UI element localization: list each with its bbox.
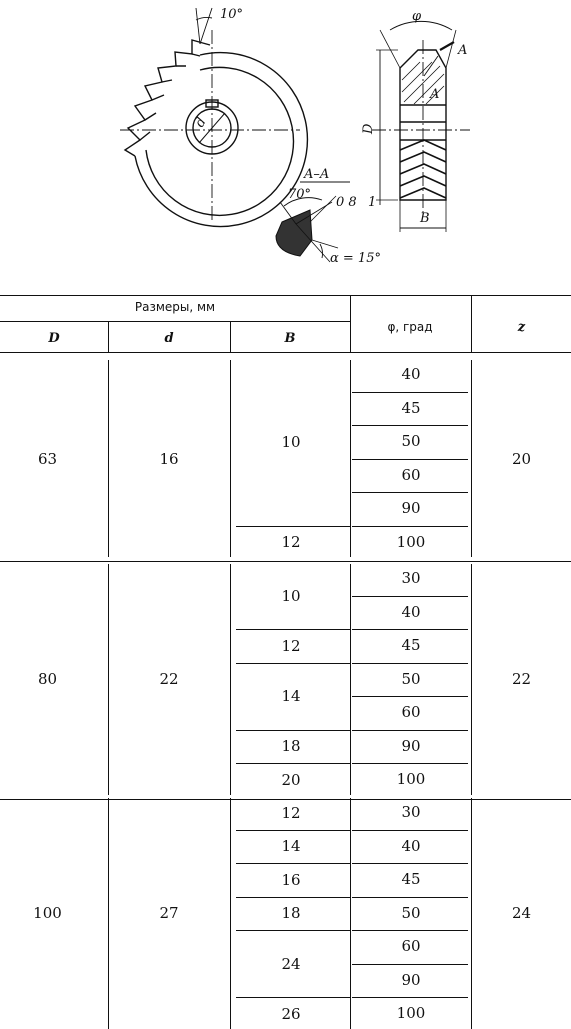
section-mark-inner-label: A bbox=[430, 87, 440, 102]
phi-row-rule bbox=[352, 997, 468, 998]
alpha-label: α = 15° bbox=[330, 251, 381, 266]
cell-phi: 60 bbox=[401, 937, 421, 955]
b-row-rule bbox=[236, 663, 350, 664]
cell-D: 80 bbox=[37, 670, 58, 689]
phi-row-rule bbox=[352, 459, 468, 460]
cell-phi: 50 bbox=[401, 669, 421, 688]
cell-z: 22 bbox=[511, 670, 532, 689]
cell-B: 10 bbox=[281, 432, 301, 451]
phi-row-rule bbox=[352, 863, 468, 864]
cutter-drawing bbox=[0, 0, 571, 290]
phi-row-rule bbox=[352, 763, 468, 764]
cell-z: 24 bbox=[511, 904, 532, 923]
cell-phi: 100 bbox=[396, 1004, 426, 1022]
cell-B: 20 bbox=[281, 770, 301, 789]
col-rule bbox=[230, 360, 231, 557]
col-rule bbox=[471, 564, 472, 795]
cell-phi: 100 bbox=[396, 532, 426, 551]
col-rule bbox=[108, 564, 109, 795]
cell-B: 12 bbox=[281, 533, 301, 552]
cell-B: 16 bbox=[281, 870, 301, 889]
cell-B: 26 bbox=[281, 1004, 301, 1023]
b-row-rule bbox=[236, 863, 350, 864]
col-B-header: B bbox=[284, 331, 296, 346]
phi-row-rule bbox=[352, 392, 468, 393]
b-row-rule bbox=[236, 526, 350, 527]
section-title: A–A bbox=[304, 167, 330, 182]
cell-phi: 60 bbox=[401, 465, 421, 484]
header-group-label: Размеры, мм bbox=[134, 300, 216, 314]
cutter-side-view bbox=[372, 21, 470, 232]
cell-d: 22 bbox=[159, 670, 179, 689]
phi-row-rule bbox=[352, 730, 468, 731]
cell-phi: 60 bbox=[401, 703, 421, 721]
dim-D-label: D bbox=[361, 123, 376, 134]
col-rule bbox=[471, 360, 472, 557]
cell-d: 16 bbox=[159, 449, 179, 468]
cell-B: 18 bbox=[281, 737, 301, 756]
col-D-header: D bbox=[48, 331, 60, 346]
group-rule bbox=[0, 799, 571, 800]
cell-phi: 90 bbox=[401, 970, 421, 989]
phi-row-rule bbox=[352, 830, 468, 831]
section-mark-label: A bbox=[458, 43, 468, 58]
cell-phi: 45 bbox=[401, 870, 421, 888]
b-row-rule bbox=[236, 730, 350, 731]
phi-row-rule bbox=[352, 663, 468, 664]
group-rule bbox=[0, 561, 571, 562]
col-z-header: z bbox=[517, 320, 526, 335]
cell-phi: 90 bbox=[401, 499, 421, 517]
phi-row-rule bbox=[352, 696, 468, 697]
cell-phi: 30 bbox=[401, 803, 421, 821]
dim-B-label: B bbox=[420, 211, 430, 226]
b-row-rule bbox=[236, 930, 350, 931]
cell-phi: 45 bbox=[401, 398, 421, 417]
dim-d-label: d bbox=[192, 115, 210, 130]
phi-row-rule bbox=[352, 492, 468, 493]
cell-D: 100 bbox=[33, 904, 62, 923]
phi-row-rule bbox=[352, 930, 468, 931]
cell-B: 12 bbox=[281, 803, 301, 822]
phi-row-rule bbox=[352, 526, 468, 527]
cell-B: 12 bbox=[281, 636, 301, 655]
cell-phi: 30 bbox=[401, 569, 421, 587]
b-row-rule bbox=[236, 830, 350, 831]
angle-10-label: 10° bbox=[220, 7, 244, 22]
cell-phi: 40 bbox=[401, 602, 421, 621]
col-rule bbox=[108, 798, 109, 1029]
cell-phi: 45 bbox=[401, 636, 421, 654]
b-row-rule bbox=[236, 763, 350, 764]
phi-row-rule bbox=[352, 897, 468, 898]
phi-label: φ bbox=[412, 9, 422, 24]
cell-B: 14 bbox=[281, 687, 301, 705]
cell-phi: 40 bbox=[401, 836, 421, 855]
phi-row-rule bbox=[352, 425, 468, 426]
col-rule bbox=[230, 798, 231, 1029]
col-phi-header: φ, град bbox=[387, 320, 433, 334]
cell-B: 24 bbox=[281, 954, 301, 973]
b-row-rule bbox=[236, 997, 350, 998]
cell-B: 18 bbox=[281, 904, 301, 923]
cell-phi: 90 bbox=[401, 736, 421, 755]
phi-row-rule bbox=[352, 964, 468, 965]
phi-row-rule bbox=[352, 596, 468, 597]
cell-B: 10 bbox=[281, 586, 301, 605]
cell-phi: 50 bbox=[401, 432, 421, 450]
col-rule bbox=[350, 564, 351, 795]
col-rule bbox=[350, 798, 351, 1029]
phi-row-rule bbox=[352, 629, 468, 630]
col-rule bbox=[230, 564, 231, 795]
col-rule bbox=[471, 798, 472, 1029]
b-row-rule bbox=[236, 629, 350, 630]
cell-phi: 100 bbox=[396, 770, 426, 788]
angle-70-label: 70° bbox=[288, 187, 312, 202]
cutter-front-view bbox=[120, 8, 307, 227]
cell-phi: 40 bbox=[401, 365, 421, 383]
b-row-rule bbox=[236, 897, 350, 898]
cell-d: 27 bbox=[159, 904, 179, 923]
value-08-label: 0 8 bbox=[336, 195, 357, 210]
col-d-header: d bbox=[164, 331, 174, 346]
cell-phi: 50 bbox=[401, 903, 421, 922]
cell-B: 14 bbox=[281, 837, 301, 856]
col-rule bbox=[350, 360, 351, 557]
col-rule bbox=[108, 360, 109, 557]
cell-D: 63 bbox=[37, 449, 58, 468]
cell-z: 20 bbox=[511, 449, 532, 468]
mark-1-label: 1 bbox=[368, 195, 377, 210]
